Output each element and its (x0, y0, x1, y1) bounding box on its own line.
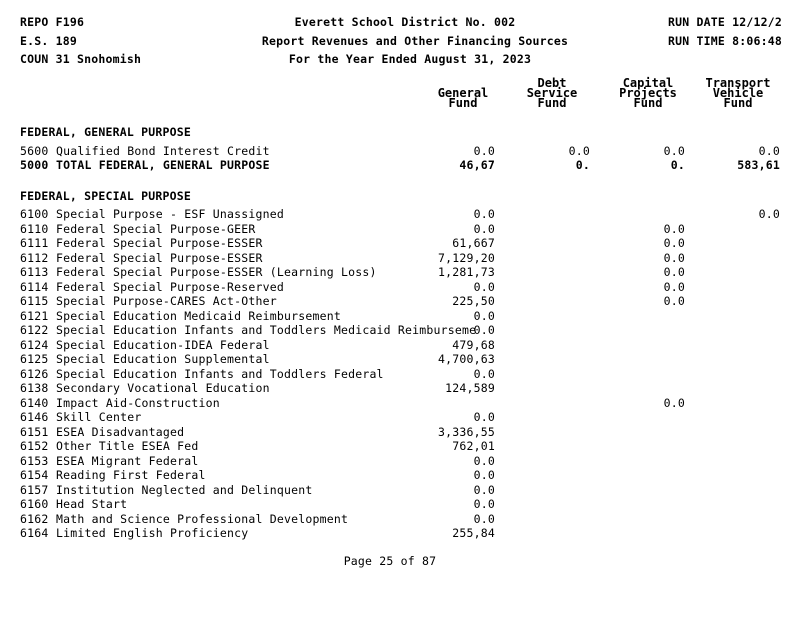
section-title-special-purpose: FEDERAL, SPECIAL PURPOSE (20, 189, 191, 203)
total-general-fund: 46,67 (459, 158, 495, 172)
cell-general-fund: 255,84 (452, 526, 495, 540)
cell-general-fund: 762,01 (452, 439, 495, 453)
row-code: 6125 (20, 352, 49, 366)
row-code: 6126 (20, 367, 49, 381)
fiscal-year: For the Year Ended August 31, 2023 (288, 52, 532, 66)
cell-general-fund: 0.0 (473, 207, 495, 221)
cell-general-fund: 0.0 (473, 468, 495, 482)
row-description: Institution Neglected and Delinquent (56, 483, 313, 497)
cell-general-fund: 479,68 (452, 338, 495, 352)
row-code: 6100 (20, 207, 49, 221)
row-code: 6164 (20, 526, 49, 540)
column-header-transport-vehicle-fund: Transport Vehicle Fund (705, 76, 771, 110)
cell-capital-projects-fund: 0.0 (663, 222, 685, 236)
row-description: Special Education Infants and Toddlers Medicaid Reimburseme (56, 323, 477, 337)
cell-general-fund: 225,50 (452, 294, 495, 308)
cell-debt-service-fund: 0.0 (568, 144, 590, 158)
row-description: Federal Special Purpose-ESSER (Learning Loss) (56, 265, 377, 279)
row-description: Special Education Medicaid Reimbursement (56, 309, 341, 323)
row-description: Skill Center (56, 410, 142, 424)
row-code: 6122 (20, 323, 49, 337)
cell-capital-projects-fund: 0.0 (663, 294, 685, 308)
cell-capital-projects-fund: 0.0 (663, 236, 685, 250)
row-code: 6153 (20, 454, 49, 468)
cell-general-fund: 1,281,73 (438, 265, 495, 279)
report-id: REPO F196 (20, 15, 85, 29)
total-description: TOTAL FEDERAL, GENERAL PURPOSE (56, 158, 270, 172)
total-debt-service-fund: 0. (575, 158, 590, 172)
row-description: Federal Special Purpose-Reserved (56, 280, 284, 294)
row-code: 6111 (20, 236, 49, 250)
row-description: Special Education Supplemental (56, 352, 270, 366)
row-code: 6110 (20, 222, 49, 236)
county: COUN 31 Snohomish (20, 52, 142, 66)
row-description: Special Purpose - ESF Unassigned (56, 207, 284, 221)
cell-general-fund: 0.0 (473, 222, 495, 236)
cell-general-fund: 0.0 (473, 367, 495, 381)
row-code: 6151 (20, 425, 49, 439)
cell-general-fund: 3,336,55 (438, 425, 495, 439)
row-description: Federal Special Purpose-ESSER (56, 251, 263, 265)
district-name: Everett School District No. 002 (294, 15, 516, 29)
cell-general-fund: 0.0 (473, 410, 495, 424)
cell-capital-projects-fund: 0.0 (663, 265, 685, 279)
report-title: Report Revenues and Other Financing Sources (261, 34, 569, 48)
row-description: ESEA Migrant Federal (56, 454, 199, 468)
row-code: 6115 (20, 294, 49, 308)
row-description: Head Start (56, 497, 128, 511)
run-time: RUN TIME 8:06:48 (668, 34, 782, 48)
total-code: 5000 (20, 158, 49, 172)
row-description: Special Education Infants and Toddlers Federal (56, 367, 384, 381)
cell-capital-projects-fund: 0.0 (663, 396, 685, 410)
cell-general-fund: 7,129,20 (438, 251, 495, 265)
cell-transport-vehicle-fund: 0.0 (758, 207, 780, 221)
row-description: Other Title ESEA Fed (56, 439, 199, 453)
page-number: Page 25 of 87 (343, 554, 437, 568)
row-description: Reading First Federal (56, 468, 206, 482)
run-date: RUN DATE 12/12/2 (668, 15, 782, 29)
row-description: Limited English Proficiency (56, 526, 249, 540)
row-code: 6162 (20, 512, 49, 526)
row-code: 6140 (20, 396, 49, 410)
total-capital-projects-fund: 0. (670, 158, 685, 172)
row-code: 6138 (20, 381, 49, 395)
cell-general-fund: 0.0 (473, 144, 495, 158)
cell-general-fund: 0.0 (473, 483, 495, 497)
row-code: 6154 (20, 468, 49, 482)
row-description: Math and Science Professional Development (56, 512, 349, 526)
row-code: 6146 (20, 410, 49, 424)
row-description: Special Education-IDEA Federal (56, 338, 270, 352)
row-description: Federal Special Purpose-GEER (56, 222, 256, 236)
cell-general-fund: 0.0 (473, 309, 495, 323)
cell-general-fund: 124,589 (445, 381, 495, 395)
column-header-general-fund: General Fund (437, 86, 489, 110)
section-title-general-purpose: FEDERAL, GENERAL PURPOSE (20, 125, 191, 139)
cell-general-fund: 0.0 (473, 323, 495, 337)
cell-general-fund: 0.0 (473, 497, 495, 511)
row-code: 5600 (20, 144, 49, 158)
cell-general-fund: 0.0 (473, 280, 495, 294)
row-description: Secondary Vocational Education (56, 381, 270, 395)
row-description: Special Purpose-CARES Act-Other (56, 294, 277, 308)
cell-general-fund: 0.0 (473, 512, 495, 526)
row-code: 6121 (20, 309, 49, 323)
row-code: 6160 (20, 497, 49, 511)
cell-general-fund: 61,667 (452, 236, 495, 250)
row-code: 6124 (20, 338, 49, 352)
row-code: 6152 (20, 439, 49, 453)
cell-general-fund: 4,700,63 (438, 352, 495, 366)
cell-capital-projects-fund: 0.0 (663, 144, 685, 158)
column-header-capital-projects-fund: Capital Projects Fund (619, 76, 677, 110)
row-code: 6114 (20, 280, 49, 294)
row-code: 6157 (20, 483, 49, 497)
row-code: 6113 (20, 265, 49, 279)
row-description: Impact Aid-Construction (56, 396, 220, 410)
row-description: Qualified Bond Interest Credit (56, 144, 270, 158)
cell-transport-vehicle-fund: 0.0 (758, 144, 780, 158)
row-description: Federal Special Purpose-ESSER (56, 236, 263, 250)
cell-capital-projects-fund: 0.0 (663, 251, 685, 265)
es-number: E.S. 189 (20, 34, 77, 48)
row-code: 6112 (20, 251, 49, 265)
row-description: ESEA Disadvantaged (56, 425, 185, 439)
total-transport-vehicle-fund: 583,61 (737, 158, 780, 172)
cell-capital-projects-fund: 0.0 (663, 280, 685, 294)
column-header-debt-service-fund: Debt Service Fund (526, 76, 578, 110)
cell-general-fund: 0.0 (473, 454, 495, 468)
